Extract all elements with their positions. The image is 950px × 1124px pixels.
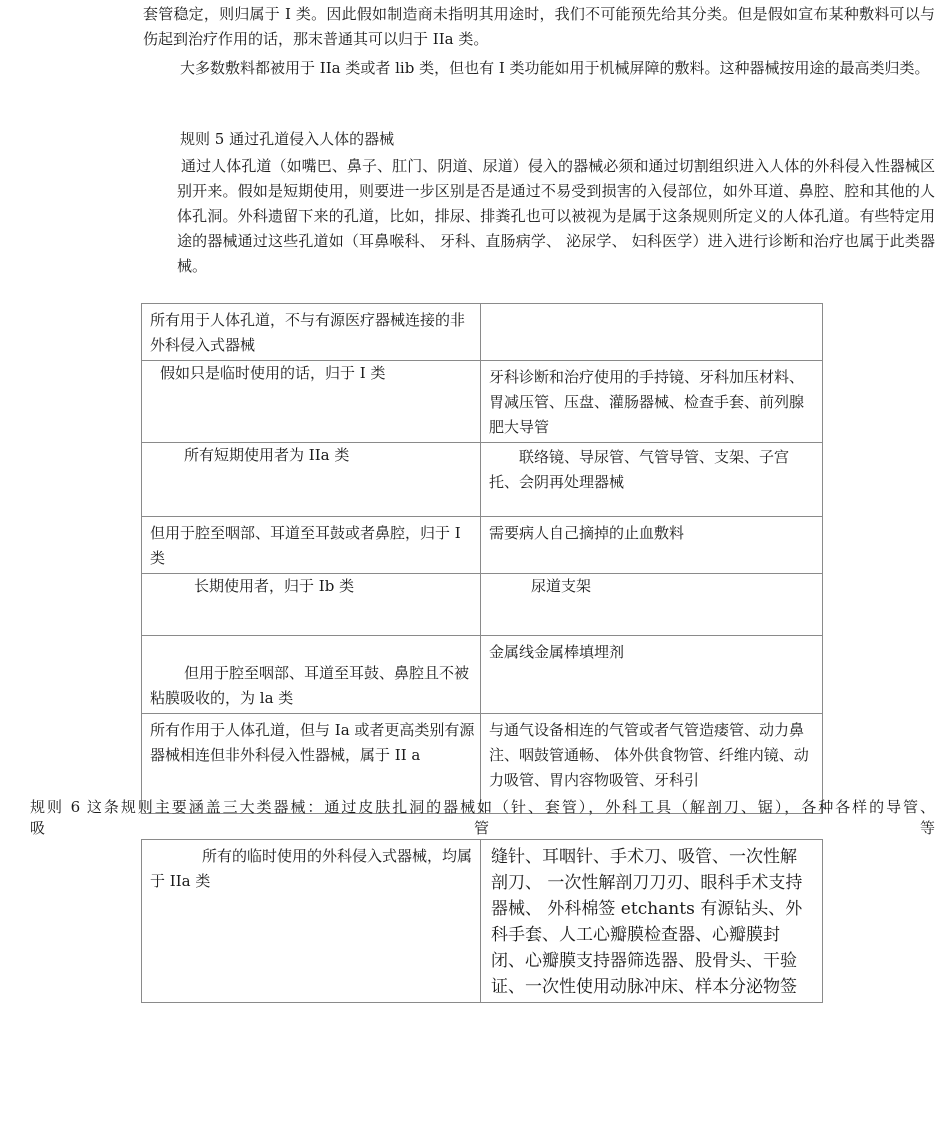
- examples-cell: 牙科诊断和治疗使用的手持镜、牙科加压材料、 胃减压管、压盘、灌肠器械、检查手套、前列腺肥大导管: [481, 361, 823, 443]
- examples-cell: 缝针、耳咽针、手术刀、吸管、一次性解剖刀、 一次性解剖刀刀刃、眼科手术支持器械、 外科棉签 etchants 有源钻头、外科手套、人工心瓣膜检查器、心瓣膜封闭、心瓣膜支持器筛选器、股骨头、干验证、一次性使用动脉冲床、样本分泌物签: [481, 840, 823, 1003]
- rule5-body: 通过人体孔道（如嘴巴、鼻子、肛门、阴道、尿道）侵入的器械必须和通过切割组织进入人体的外科侵入性器械区别开来。假如是短期使用，则要进一步区别是否是通过不易受到损害的入侵部位，如外耳道、鼻腔、腔和其他的人体孔洞。外科遗留下来的孔道，比如，排尿、排粪孔也可以被视为是属于这条规则所定义的人体孔道。有些特定用途的器械通过这些孔道如（耳鼻喉科、 牙科、直肠病学、 泌尿学、 妇科医学）进入进行诊断和治疗也属于此类器械。: [177, 157, 935, 275]
- rule6-text: 规则 6 这条规则主要涵盖三大类器械：通过皮肤扎洞的器械如（针、套管），外科工具（解剖刀、锯），各种各样的导管、: [30, 798, 935, 816]
- examples-cell: 联络镜、导尿管、气管导管、支架、子宫托、会阴再处理器械: [481, 443, 823, 517]
- rule5-heading: 规则 5 通过孔道侵入人体的器械: [180, 130, 395, 148]
- rule6-classification-table: [141, 839, 823, 1003]
- rule-cell: 长期使用者，归于 Ib 类: [142, 574, 481, 636]
- rule-cell: 假如只是临时使用的话，归于 I 类: [142, 361, 481, 443]
- examples-cell: 尿道支架: [481, 574, 823, 636]
- dressings-paragraph: 大多数敷料都被用于 IIa 类或者 lib 类，但也有 I 类功能如用于机械屏障的敷料。这种器械按用途的最高类归类。: [180, 59, 930, 77]
- rule-cell: 所有的临时使用的外科侵入式器械，均属于 IIa 类: [142, 840, 481, 1003]
- examples-cell: 与通气设备相连的气管或者气管造瘘管、动力鼻注、咽鼓管通畅、 体外供食物管、纤维内镜、动力吸管、胃内容物吸管、牙科引: [481, 714, 823, 814]
- table-row: [142, 517, 823, 574]
- rule6-text-continuation: [30, 818, 935, 839]
- rule-cell: 所有用于人体孔道，不与有源医疗器械连接的非外科侵入式器械: [142, 304, 481, 361]
- table-row: [142, 361, 823, 443]
- rule-cell: 但用于腔至咽部、耳道至耳鼓或者鼻腔，归于 I 类: [142, 517, 481, 574]
- examples-cell: 金属线金属棒填埋剂: [481, 636, 823, 714]
- rule5-classification-table: [141, 303, 823, 814]
- rule6-word-left: 吸: [30, 819, 46, 837]
- intro-paragraph: 套管稳定，则归属于 I 类。因此假如制造商未指明其用途时，我们不可能预先给其分类。但是假如宣布某种敷料可以与伤起到治疗作用的话，那末普通其可以归于 IIa 类。: [143, 5, 935, 48]
- rule6-word-right: 等: [920, 819, 936, 837]
- rule-cell: 所有短期使用者为 IIa 类: [142, 443, 481, 517]
- table-row: [142, 840, 823, 1003]
- examples-cell: 需要病人自己摘掉的止血敷料: [481, 517, 823, 574]
- rule6-word-mid: 管: [474, 819, 490, 837]
- table-row: [142, 304, 823, 361]
- examples-cell: [481, 304, 823, 361]
- table-row: [142, 574, 823, 636]
- rule-cell: 所有作用于人体孔道，但与 Ia 或者更高类别有源器械相连但非外科侵入性器械，属于 II a: [142, 714, 481, 814]
- table-row: [142, 636, 823, 714]
- page-blank-area: [0, 1014, 950, 1124]
- table-row: [142, 443, 823, 517]
- rule-cell: 但用于腔至咽部、耳道至耳鼓、鼻腔且不被粘膜吸收的，为 la 类: [142, 636, 481, 714]
